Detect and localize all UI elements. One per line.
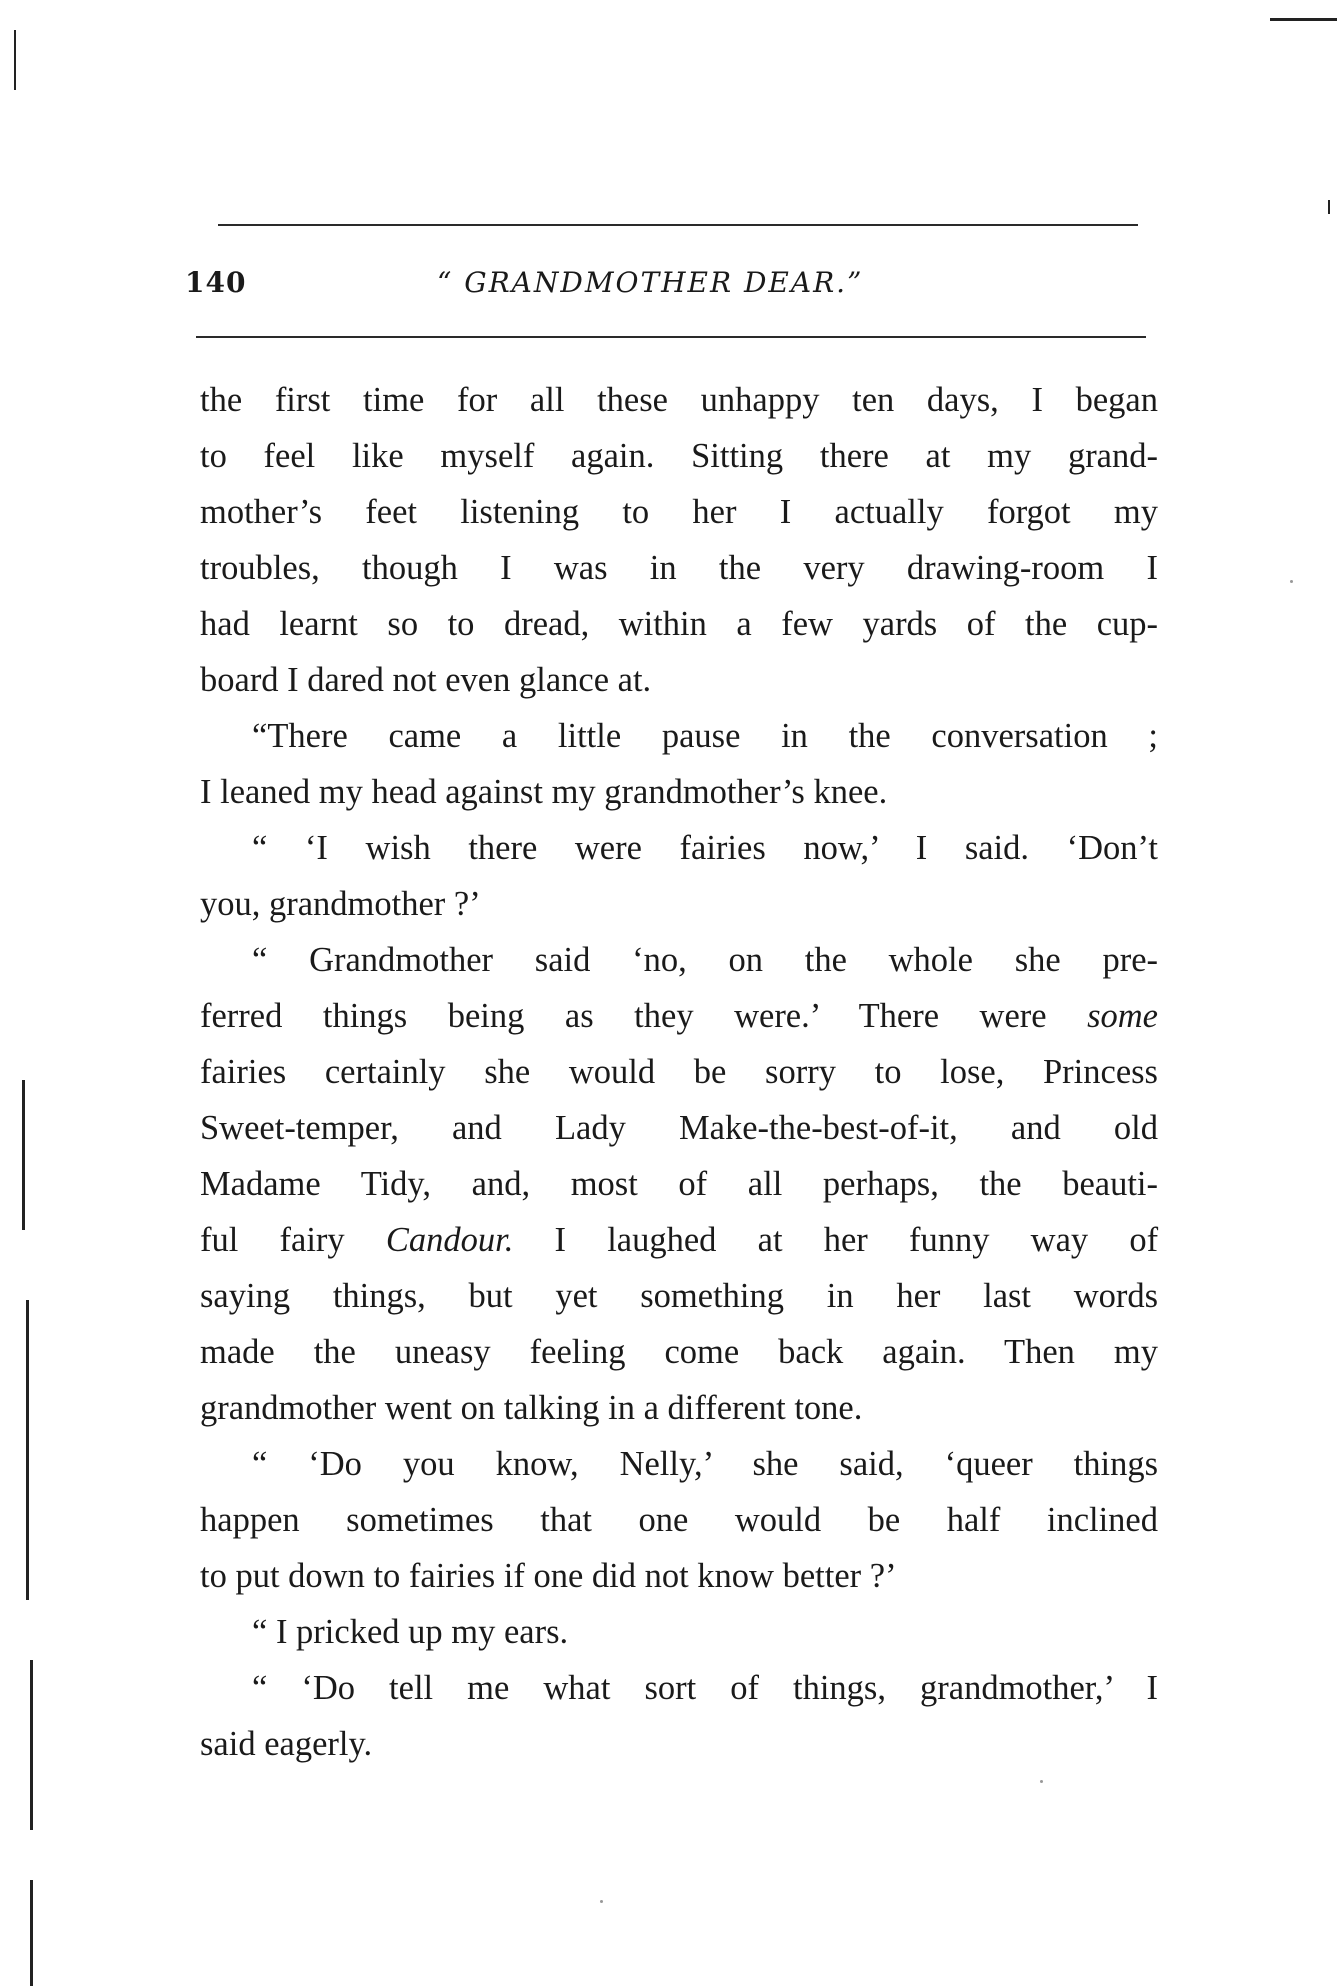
paragraph [200, 372, 1158, 708]
text-line: said eagerly. [200, 1725, 373, 1763]
text-line: grandmother went on talking in a different tone. [200, 1389, 863, 1427]
text-line: ferred things being as they were.’ There were some [200, 997, 1158, 1035]
scan-artifact-right-tick [1328, 200, 1330, 214]
text-line: “ I pricked up my ears. [252, 1613, 569, 1651]
text-line: “ Grandmother said ‘no, on the whole she pre- [252, 941, 1158, 979]
running-head [185, 266, 1145, 314]
running-title: “ GRANDMOTHER DEAR.” [437, 266, 864, 299]
scan-artifact-top-left [14, 30, 16, 90]
text-line: troubles, though I was in the very drawing-room I [200, 549, 1158, 587]
paragraph [200, 1660, 1158, 1772]
paragraph [200, 1604, 1158, 1660]
text-line: saying things, but yet something in her last words [200, 1277, 1159, 1315]
text-line: you, grandmother ?’ [200, 885, 481, 923]
scan-speck [1290, 580, 1293, 583]
text-line: Sweet-temper, and Lady Make-the-best-of-it, and old [200, 1109, 1158, 1147]
scan-artifact-left-3 [30, 1660, 33, 1830]
text-line: had learnt so to dread, within a few yards of the cup- [200, 605, 1158, 643]
text-line: “There came a little pause in the conversation ; [252, 717, 1158, 755]
text-line: “ ‘Do you know, Nelly,’ she said, ‘queer things [252, 1445, 1158, 1483]
scan-artifact-left-1 [22, 1080, 25, 1230]
page-number: 140 [185, 266, 247, 299]
text-line: made the uneasy feeling come back again. Then my [200, 1333, 1158, 1371]
header-top-rule [218, 224, 1138, 226]
scan-speck [1040, 1780, 1043, 1783]
paragraph [200, 708, 1158, 820]
body-text [200, 372, 1158, 1772]
paragraph [200, 932, 1158, 1436]
text-line: I leaned my head against my grandmother’s knee. [200, 773, 888, 811]
text-line: Madame Tidy, and, most of all perhaps, the beauti- [200, 1165, 1158, 1203]
text-line: the first time for all these unhappy ten days, I began [200, 381, 1158, 419]
header-bottom-rule [196, 336, 1146, 338]
scan-artifact-left-4 [30, 1880, 33, 1986]
text-line: to put down to fairies if one did not know better ?’ [200, 1557, 897, 1595]
scan-artifact-top-right [1270, 18, 1337, 21]
text-line: board I dared not even glance at. [200, 661, 652, 699]
text-line: “ ‘I wish there were fairies now,’ I said. ‘Don’t [252, 829, 1158, 867]
paragraph [200, 1436, 1158, 1604]
text-line: fairies certainly she would be sorry to lose, Princess [200, 1053, 1158, 1091]
text-line: ful fairy Candour. I laughed at her funny way of [200, 1221, 1159, 1259]
paragraph [200, 820, 1158, 932]
scan-artifact-left-2 [26, 1300, 29, 1600]
text-line: “ ‘Do tell me what sort of things, grandmother,’ I [252, 1669, 1158, 1707]
text-line: happen sometimes that one would be half inclined [200, 1501, 1158, 1539]
text-line: to feel like myself again. Sitting there at my grand- [200, 437, 1158, 475]
text-line: mother’s feet listening to her I actually forgot my [200, 493, 1158, 531]
scan-speck [600, 1900, 603, 1903]
